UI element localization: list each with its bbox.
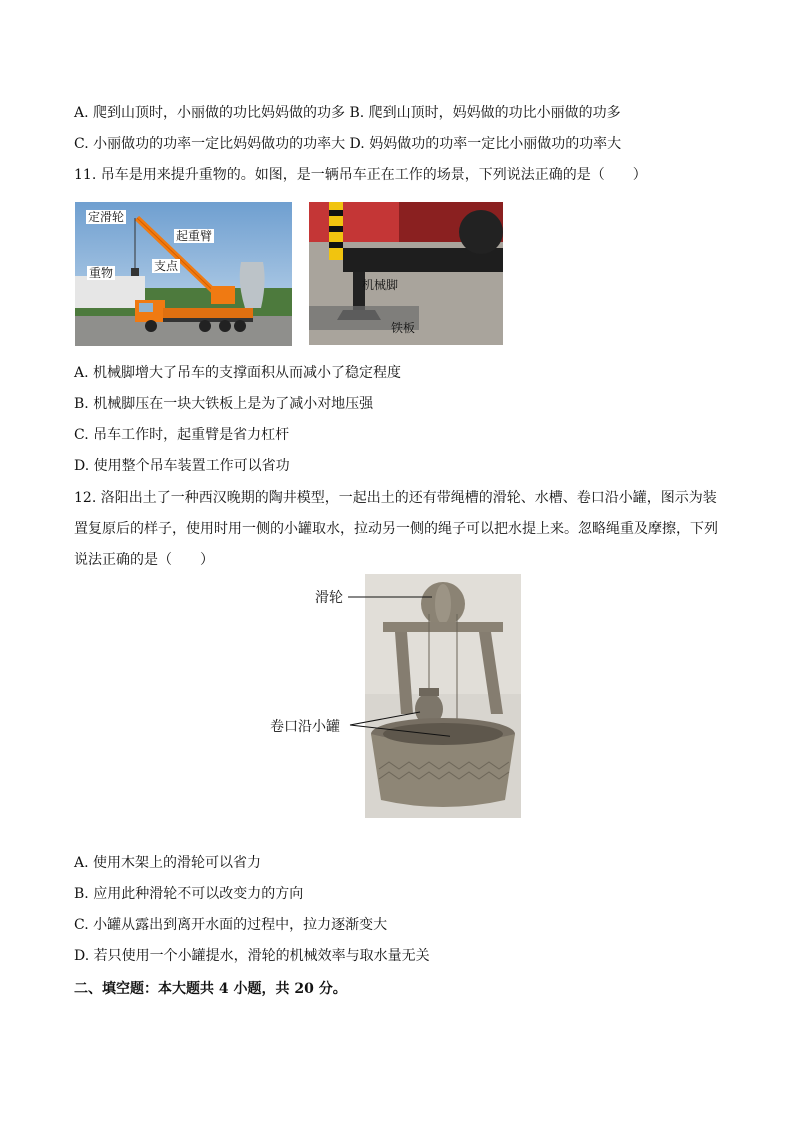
label-load: 重物 [89, 266, 114, 280]
q11-option-b: B. 机械脚压在一块大铁板上是为了减小对地压强 [74, 396, 374, 412]
q11-option-d: D. 使用整个吊车装置工作可以省功 [74, 458, 290, 474]
label-boom: 起重臂 [176, 229, 213, 243]
label-mechanical-leg: 机械脚 [362, 278, 399, 292]
outrigger-photo [309, 202, 503, 345]
q12-option-c: C. 小罐从露出到离开水面的过程中，拉力逐渐变大 [74, 917, 388, 933]
label-jar: 卷口沿小罐 [270, 719, 340, 735]
q12-stem: 12. 洛阳出土了一种西汉晚期的陶井模型，一起出土的还有带绳槽的滑轮、水槽、卷口沿小罐，图示为装置复原后的样子，使用时用一侧的小罐取水，拉动另一侧的绳子可以把水提上来。忽略绳重及摩擦，下列说法正确的是（ ） [74, 490, 718, 568]
figure-leader-lines [340, 588, 450, 738]
label-pulley: 滑轮 [315, 590, 343, 606]
q10-options-cd: C. 小丽做功的功率一定比妈妈做功的功率大 D. 妈妈做功的功率一定比小丽做功的功率大 [74, 136, 622, 152]
q11-stem: 11. 吊车是用来提升重物的。如图，是一辆吊车正在工作的场景，下列说法正确的是（ ） [74, 167, 647, 183]
q11-option-c: C. 吊车工作时，起重臂是省力杠杆 [74, 427, 290, 443]
label-iron-plate: 铁板 [391, 321, 416, 335]
q11-option-a: A. 机械脚增大了吊车的支撑面积从而减小了稳定程度 [74, 365, 402, 381]
label-fixed-pulley: 定滑轮 [88, 210, 125, 224]
q12-option-b: B. 应用此种滑轮不可以改变力的方向 [74, 886, 304, 902]
q10-options-ab: A. 爬到山顶时，小丽做的功比妈妈做的功多 B. 爬到山顶时，妈妈做的功比小丽做的功多 [74, 105, 621, 121]
q12-option-d: D. 若只使用一个小罐提水，滑轮的机械效率与取水量无关 [74, 948, 430, 964]
crane-photo [75, 202, 292, 346]
section-heading-fill-in: 二、填空题：本大题共 4 小题，共 20 分。 [74, 981, 347, 997]
q12-option-a: A. 使用木架上的滑轮可以省力 [74, 855, 262, 871]
label-fulcrum: 支点 [154, 259, 179, 273]
